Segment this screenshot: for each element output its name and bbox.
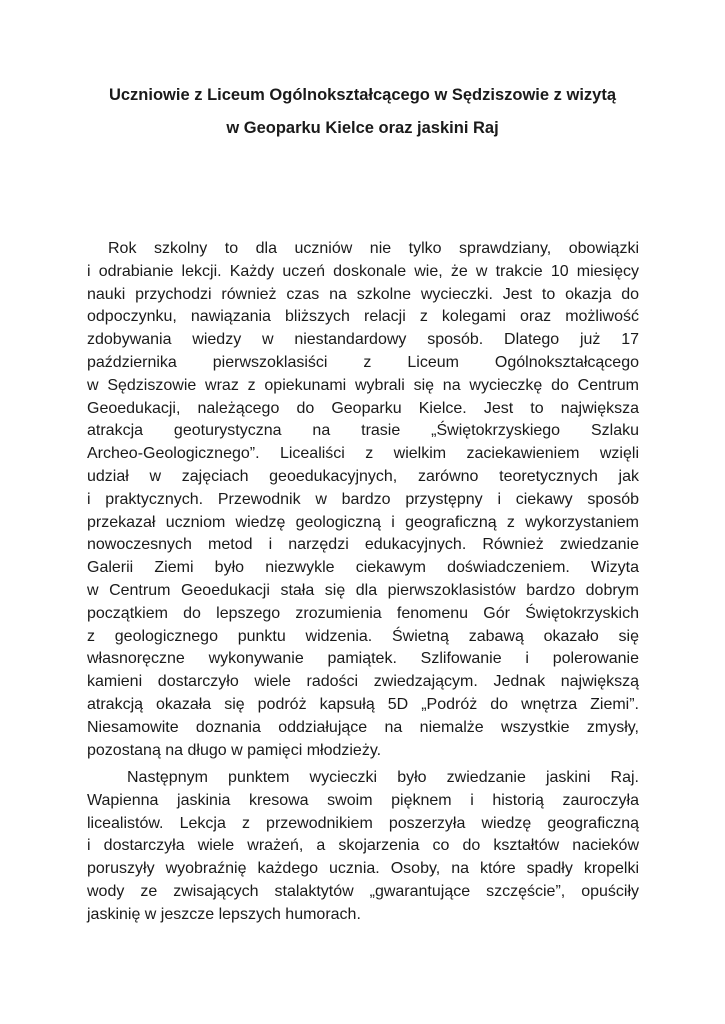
paragraph-line: atrakcją okazała się podróż kapsułą 5D „Podróż do wnętrza Ziemi”. [87,695,639,713]
paragraph-line: Galerii Ziemi było niezwykle ciekawym doświadczeniem. Wizyta [87,559,639,577]
paragraph-line: atrakcja geoturystyczna na trasie „Świętokrzyskiego Szlaku [87,422,639,440]
paragraph-line: jaskinię w jeszcze lepszych humorach. [87,905,361,923]
paragraph-2 [87,767,639,927]
paragraph-line: początkiem do lepszego zrozumienia fenomenu Gór Świętokrzyskich [87,604,639,622]
paragraph-line: Rok szkolny to dla uczniów nie tylko sprawdziany, obowiązki [108,240,639,257]
paragraph-line: Następnym punktem wycieczki było zwiedzanie jaskini Raj. [127,769,639,786]
paragraph-line: licealistów. Lekcja z przewodnikiem poszerzyła wiedzę geograficzną [87,814,639,832]
paragraph-line: przekazał uczniom wiedzę geologiczną i geograficzną z wykorzystaniem [87,513,639,531]
document-title-line-2: w Geoparku Kielce oraz jaskini Raj [226,119,499,137]
paragraph-line: z geologicznego punktu widzenia. Świetną zabawą okazało się [87,627,639,645]
paragraph-line: nauki przychodzi również czas na szkolne wycieczki. Jest to okazja do [87,285,639,303]
paragraph-line: Geoedukacji, należącego do Geoparku Kielce. Jest to największa [87,399,639,417]
paragraph-line: Wapienna jaskinia kresowa swoim pięknem i historią zauroczyła [87,791,639,809]
document-title-line-1: Uczniowie z Liceum Ogólnokształcącego w Sędziszowie z wizytą [108,86,617,104]
paragraph-line: udział w zajęciach geoedukacyjnych, zarówno teoretycznych jak [87,467,639,485]
paragraph-line: poruszyły wyobraźnię każdego ucznia. Osoby, na które spadły kropelki [87,860,639,878]
paragraph-line: w Sędziszowie wraz z opiekunami wybrali się na wycieczkę do Centrum [87,376,639,394]
paragraph-1 [87,238,639,762]
paragraph-line: Archeo-Geologicznego”. Licealiści z wielkim zaciekawieniem wzięli [87,445,639,463]
paragraph-line: wody ze zwisających stalaktytów „gwarantujące szczęście”, opuściły [87,882,639,900]
paragraph-line: i praktycznych. Przewodnik w bardzo przystępny i ciekawy sposób [87,490,639,508]
paragraph-line: i odrabianie lekcji. Każdy uczeń doskonale wie, że w trakcie 10 miesięcy [87,262,639,280]
paragraph-line: nowoczesnych metod i narzędzi edukacyjnych. Również zwiedzanie [87,536,639,554]
paragraph-line: zdobywania wiedzy w niestandardowy sposób. Dlatego już 17 [87,331,639,349]
paragraph-line: i dostarczyła wiele wrażeń, a skojarzenia co do kształtów nacieków [87,837,639,855]
paragraph-line: w Centrum Geoedukacji stała się dla pierwszoklasistów bardzo dobrym [87,581,639,599]
paragraph-line: odpoczynku, nawiązania bliższych relacji z kolegami oraz możliwość [87,308,639,326]
paragraph-line: kamieni dostarczyło wiele radości zwiedzającym. Jednak największą [87,673,639,691]
paragraph-line: Niesamowite doznania oddziałujące na niemalże wszystkie zmysły, [87,718,639,736]
paragraph-line: października pierwszoklasiści z Liceum Ogólnokształcącego [87,353,639,371]
paragraph-line: własnoręczne wykonywanie pamiątek. Szlifowanie i polerowanie [87,650,639,668]
paragraph-line: pozostaną na długo w pamięci młodzieży. [87,741,382,759]
